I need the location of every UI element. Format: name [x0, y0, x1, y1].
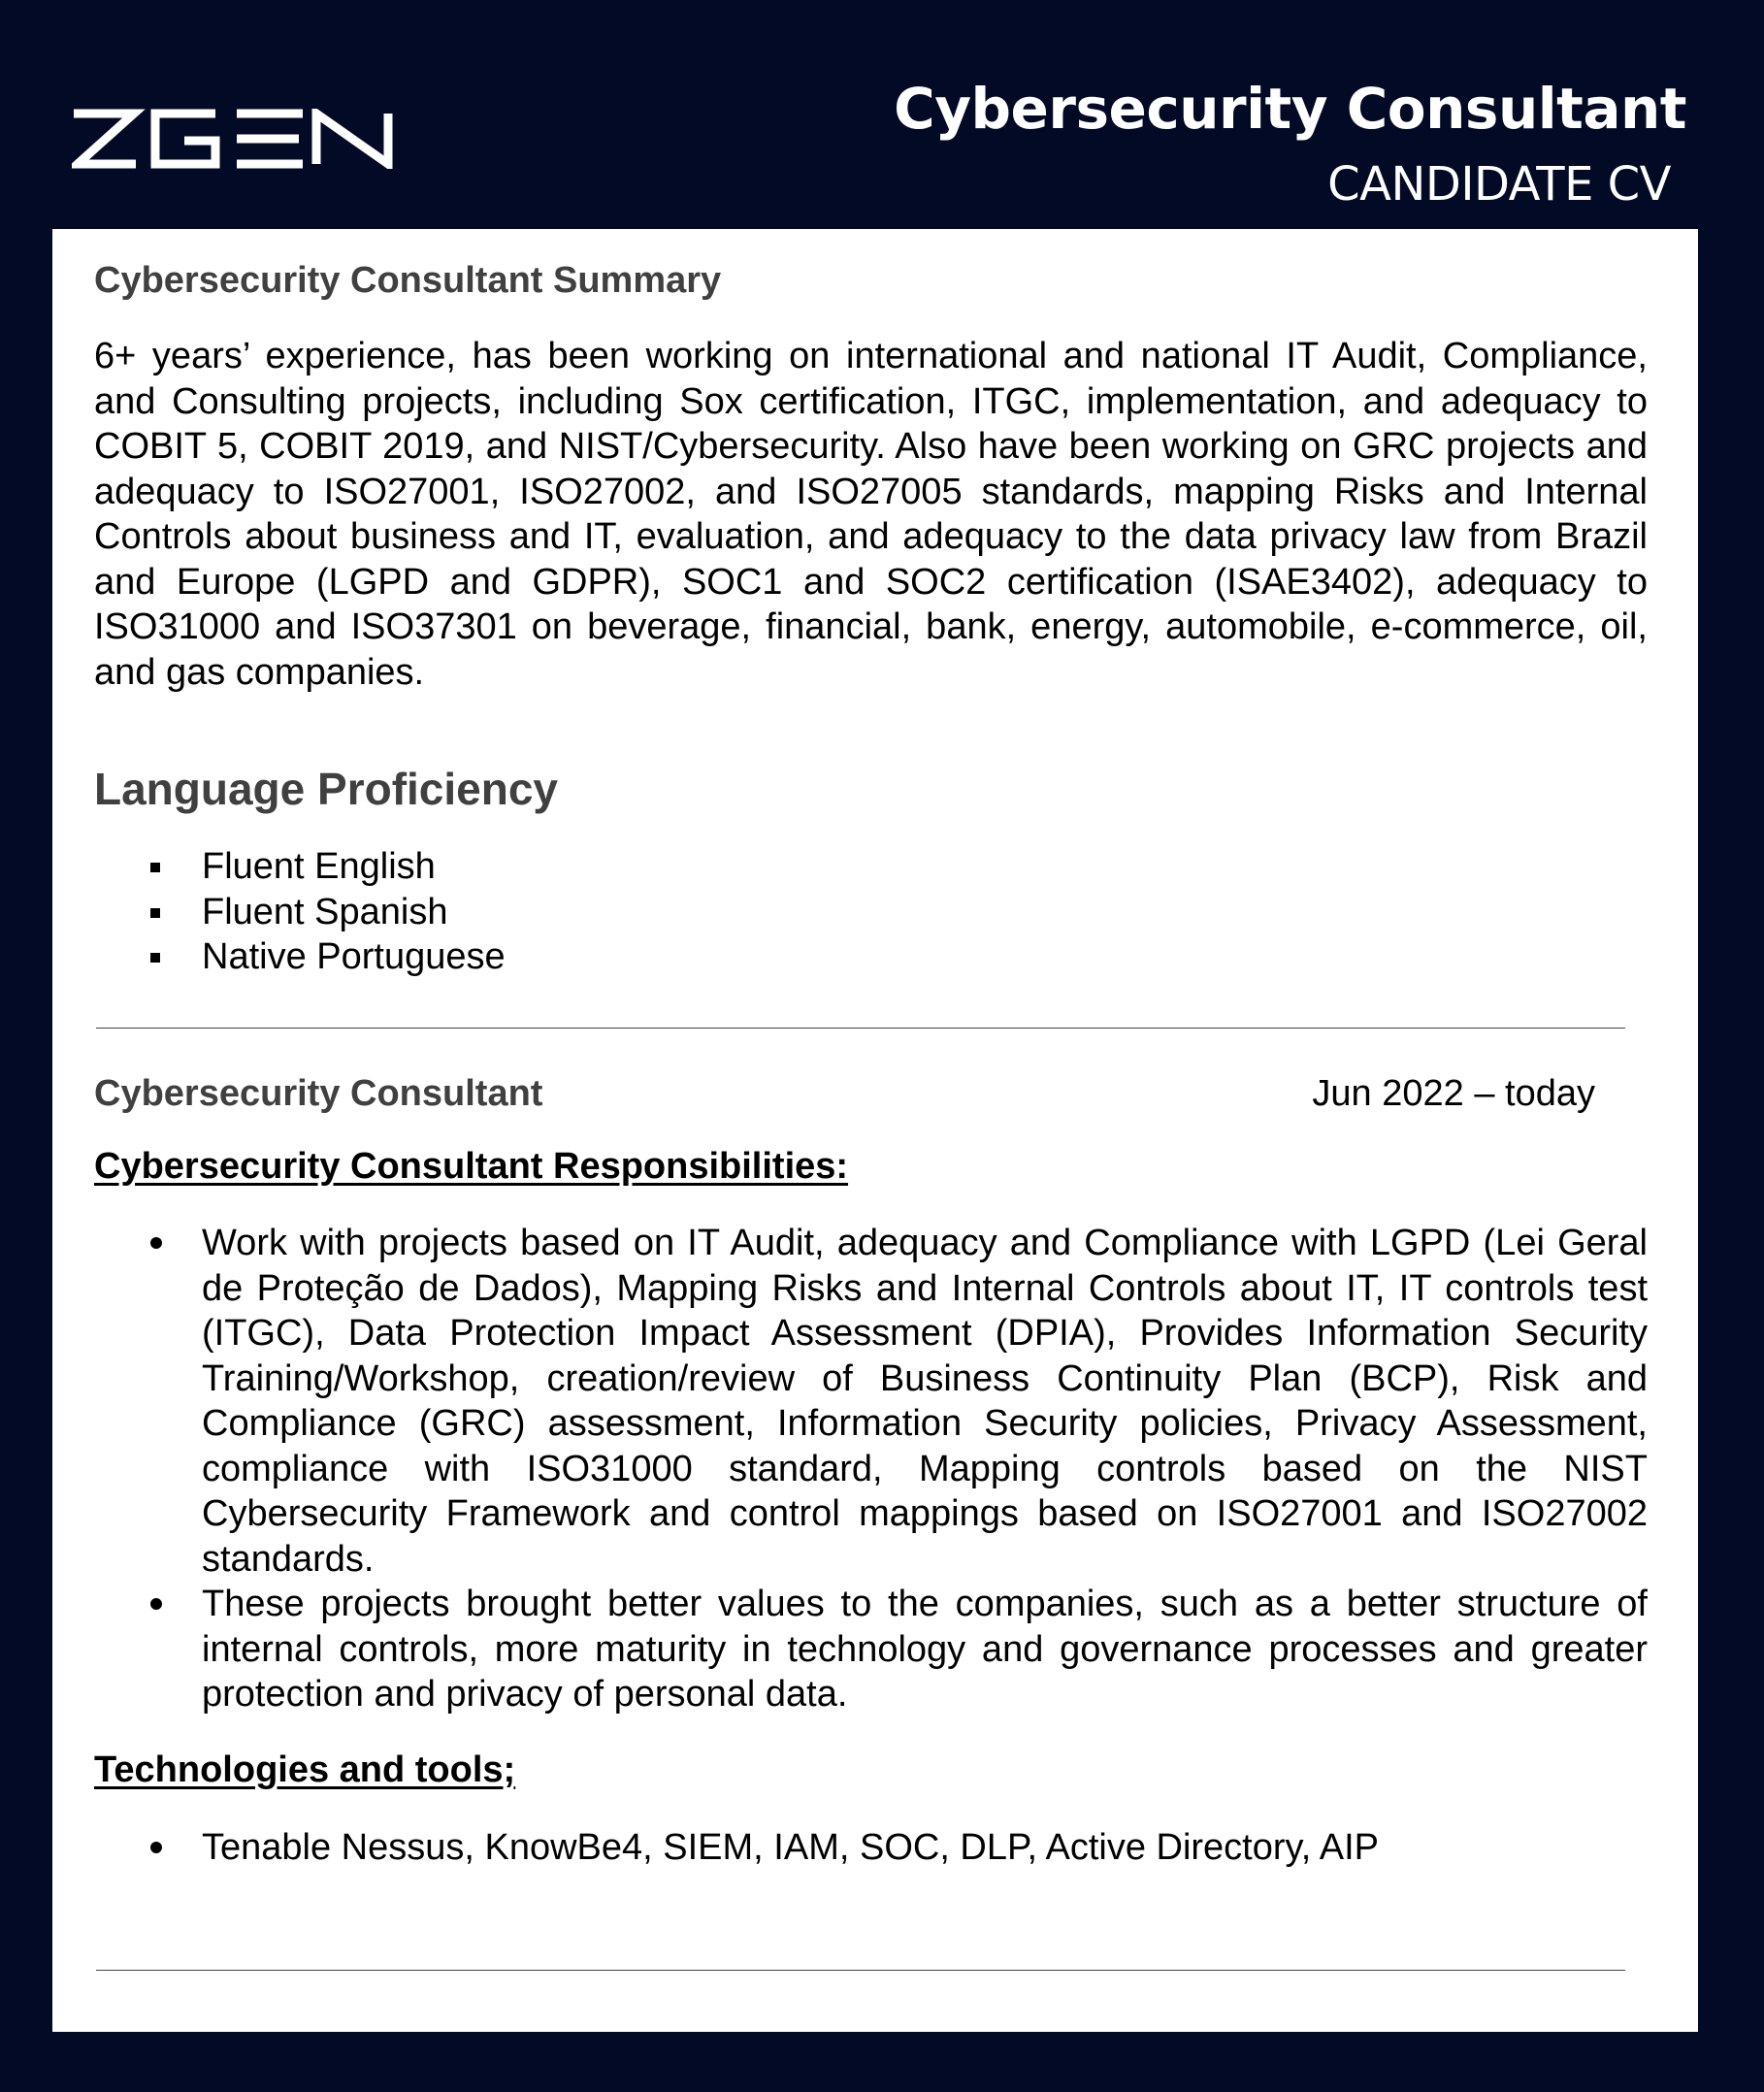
- section-divider: [96, 1028, 1625, 1029]
- language-item-label: Native Portuguese: [202, 936, 506, 977]
- responsibilities-heading: Cybersecurity Consultant Responsibilities:: [94, 1146, 849, 1187]
- tools-list: [94, 1825, 1648, 1871]
- responsibility-item: [94, 1582, 1648, 1717]
- tools-text: Tenable Nessus, KnowBe4, SIEM, IAM, SOC, DLP, Active Directory, AIP: [202, 1827, 1379, 1868]
- round-bullet-icon: [150, 1842, 162, 1853]
- responsibility-text: Work with projects based on IT Audit, adequacy and Compliance with LGPD (Lei Geral de Proteção de Dados), Mapping Risks and Internal Controls about IT, IT controls test (ITGC), Data Protection Impact Assessment (DPIA), Provides Information Security Training/Workshop, creation/review of Business Continuity Plan (BCP), Risk and Compliance (GRC) assessment, Information Security policies, Privacy Assessment, compliance with ISO31000 standard, Mapping controls based on the NIST Cybersecurity Framework and control mappings based on ISO27001 and ISO27002 standards.: [202, 1223, 1648, 1580]
- header-title: Cybersecurity Consultant: [894, 76, 1686, 142]
- tools-item: [94, 1825, 1648, 1871]
- header-subtitle: CANDIDATE CV: [1327, 157, 1671, 212]
- square-bullet-icon: [150, 908, 160, 918]
- language-item: [94, 844, 1064, 890]
- zgen-logo: [72, 109, 398, 169]
- language-heading: Language Proficiency: [94, 764, 559, 814]
- summary-text: 6+ years’ experience, has been working on international and national IT Audit, Compliance, and Consulting projects, including Sox certification, ITGC, implementation, and adequacy to COBIT 5, COBIT 2019, and NIST/Cybersecurity. Also have been working on GRC projects and adequacy to ISO27001, ISO27002, and ISO27005 standards, mapping Risks and Internal Controls about business and IT, evaluation, and adequacy to the data privacy law from Brazil and Europe (LGPD and GDPR), SOC1 and SOC2 certification (ISAE3402), adequacy to ISO31000 and ISO37301 on beverage, financial, bank, energy, automobile, e-commerce, oil, and gas companies.: [94, 336, 1648, 693]
- square-bullet-icon: [150, 953, 160, 963]
- round-bullet-icon: [150, 1598, 162, 1610]
- language-list: [94, 844, 1064, 980]
- square-bullet-icon: [150, 863, 160, 872]
- section-divider: [96, 1970, 1625, 1971]
- job-title: Cybersecurity Consultant: [94, 1073, 543, 1114]
- responsibility-item: [94, 1221, 1648, 1582]
- language-item-label: Fluent Spanish: [202, 891, 448, 932]
- responsibilities-list: [94, 1221, 1648, 1717]
- language-item-label: Fluent English: [202, 846, 436, 887]
- language-item: [94, 890, 1064, 935]
- language-item: [94, 934, 1064, 980]
- tools-heading: Technologies and tools;: [94, 1749, 516, 1790]
- cv-sheet: [52, 229, 1698, 2032]
- round-bullet-icon: [150, 1237, 162, 1249]
- summary-heading: Cybersecurity Consultant Summary: [94, 260, 722, 301]
- job-dates: Jun 2022 – today: [1312, 1073, 1595, 1114]
- responsibility-text: These projects brought better values to the companies, such as a better structure of internal controls, more maturity in technology and governance processes and greater protection and privacy of personal data.: [202, 1584, 1648, 1715]
- zgen-logo-mark: [72, 109, 398, 169]
